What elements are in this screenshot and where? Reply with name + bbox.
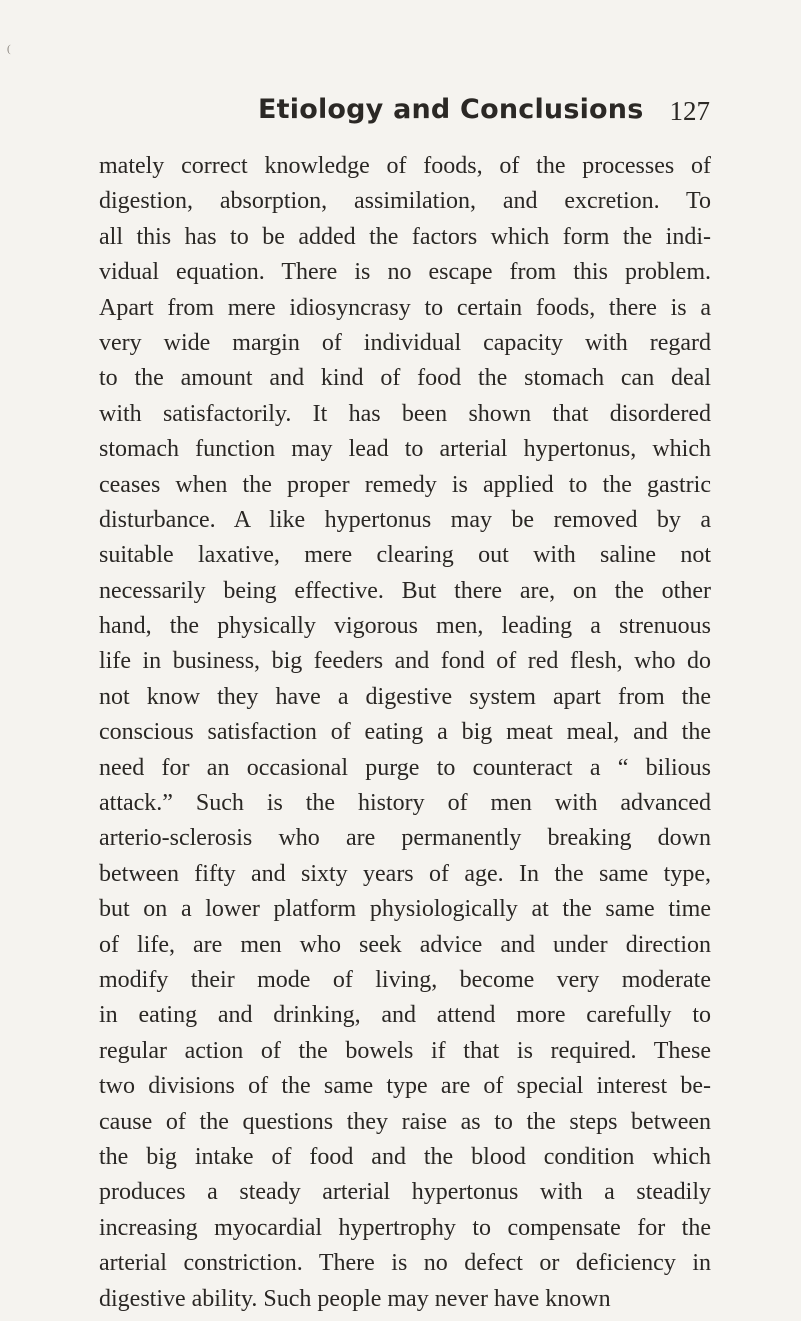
text-line: life in business, big feeders and fond of red flesh, who do [99,648,711,675]
text-line: to the amount and kind of food the stomach can deal [99,365,711,392]
text-line: arterio-sclerosis who are permanently breaking down [99,825,711,852]
text-line: in eating and drinking, and attend more carefully to [99,1002,711,1029]
text-line: conscious satisfaction of eating a big meat meal, and the [99,719,711,746]
text-line: modify their mode of living, become very moderate [99,966,711,993]
margin-mark: ( [7,43,11,55]
text-line: need for an occasional purge to counteract a “ bilious [99,754,711,781]
text-line: suitable laxative, mere clearing out with saline not [99,542,711,569]
text-line: between fifty and sixty years of age. In the same type, [99,860,711,887]
text-line: digestive ability. Such people may never have known [99,1285,611,1312]
text-line: stomach function may lead to arterial hypertonus, which [99,436,711,463]
text-line: vidual equation. There is no escape from this problem. [99,259,711,286]
text-line: all this has to be added the factors which form the indi- [99,223,711,250]
text-line: two divisions of the same type are of special interest be- [99,1073,711,1100]
text-line: hand, the physically vigorous men, leading a strenuous [99,613,711,640]
page-header [258,94,710,134]
text-line: arterial constriction. There is no defect or deficiency in [99,1250,711,1277]
page-number: 127 [669,96,710,126]
text-line: digestion, absorption, assimilation, and excretion. To [99,188,711,215]
text-line: cause of the questions they raise as to the steps between [99,1108,711,1135]
text-line: but on a lower platform physiologically at the same time [99,896,711,923]
text-line: very wide margin of individual capacity with regard [99,329,711,356]
text-line: of life, are men who seek advice and under direction [99,931,711,958]
text-line: Apart from mere idiosyncrasy to certain foods, there is a [99,294,711,321]
running-head: Etiology and Conclusions [258,94,644,125]
text-line: mately correct knowledge of foods, of the processes of [99,153,711,179]
text-line: with satisfactorily. It has been shown that disordered [99,400,711,427]
text-line: necessarily being effective. But there are, on the other [99,577,711,604]
text-line: disturbance. A like hypertonus may be removed by a [99,506,711,533]
text-line: increasing myocardial hypertrophy to compensate for the [99,1214,711,1241]
text-line: produces a steady arterial hypertonus with a steadily [99,1179,711,1206]
text-line: ceases when the proper remedy is applied to the gastric [99,471,711,498]
text-line: attack.” Such is the history of men with advanced [99,790,711,817]
text-line: regular action of the bowels if that is required. These [99,1037,711,1064]
text-line: the big intake of food and the blood condition which [99,1143,711,1170]
body-text [99,149,711,1317]
text-line: not know they have a digestive system apart from the [99,683,711,710]
